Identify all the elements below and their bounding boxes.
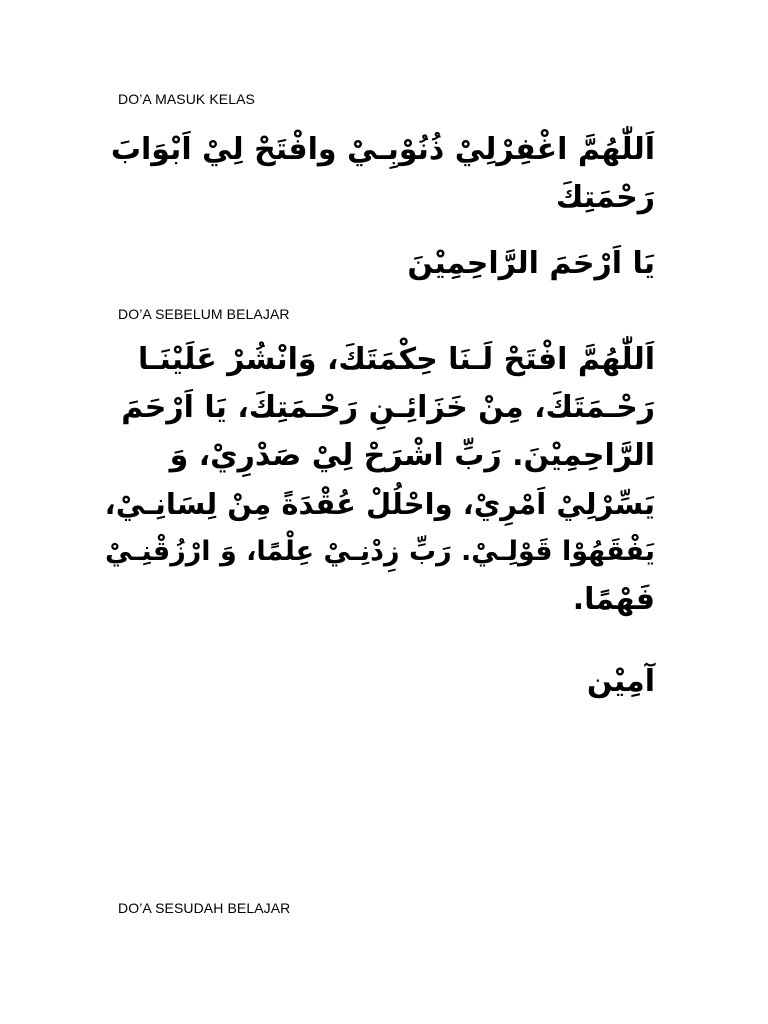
amin-text: آمِيْن xyxy=(586,664,655,699)
doa-masuk-kelas-closing xyxy=(100,240,655,288)
arabic-line: اَللّٰهُمَّ اغْفِرْلِيْ ذُنُوْبِـيْ وافْتَحْ لِيْ اَبْوَابَ xyxy=(110,132,655,167)
arabic-line: الرَّاحِمِيْنَ. رَبِّ اشْرَحْ لِيْ صَدْرِيْ، وَ xyxy=(169,438,655,473)
arabic-line: يَا اَرْحَمَ الرَّاحِمِيْنَ xyxy=(407,246,655,281)
heading-doa-sebelum-belajar: DO’A SEBELUM BELAJAR xyxy=(118,306,290,322)
arabic-line: يَفْقَهُوْا قَوْلِـيْ. رَبِّ زِدْنِـيْ عِلْمًا، وَ ارْزُقْنِـيْ xyxy=(104,536,655,567)
arabic-line: اَللّٰهُمَّ افْتَحْ لَـنَا حِكْمَتَكَ، وَانْشُرْ عَلَيْنَـا xyxy=(137,342,655,377)
arabic-line: يَسِّرْلِيْ اَمْرِيْ، واحْلُلْ عُقْدَةً مِنْ لِسَانِـيْ، xyxy=(104,487,655,521)
heading-doa-sesudah-belajar: DO’A SESUDAH BELAJAR xyxy=(118,900,291,916)
doa-masuk-kelas-text xyxy=(100,126,655,222)
arabic-line: رَحْمَتِكَ xyxy=(555,180,655,215)
arabic-line: فَهْمًا. xyxy=(572,582,655,617)
doa-sebelum-belajar-closing xyxy=(100,658,655,706)
doa-sebelum-belajar-text xyxy=(100,336,655,624)
heading-doa-masuk-kelas: DO’A MASUK KELAS xyxy=(118,91,255,107)
arabic-line: رَحْـمَتَكَ، مِنْ خَزَائِـنِ رَحْـمَتِكَ، يَا اَرْحَمَ xyxy=(121,390,655,425)
